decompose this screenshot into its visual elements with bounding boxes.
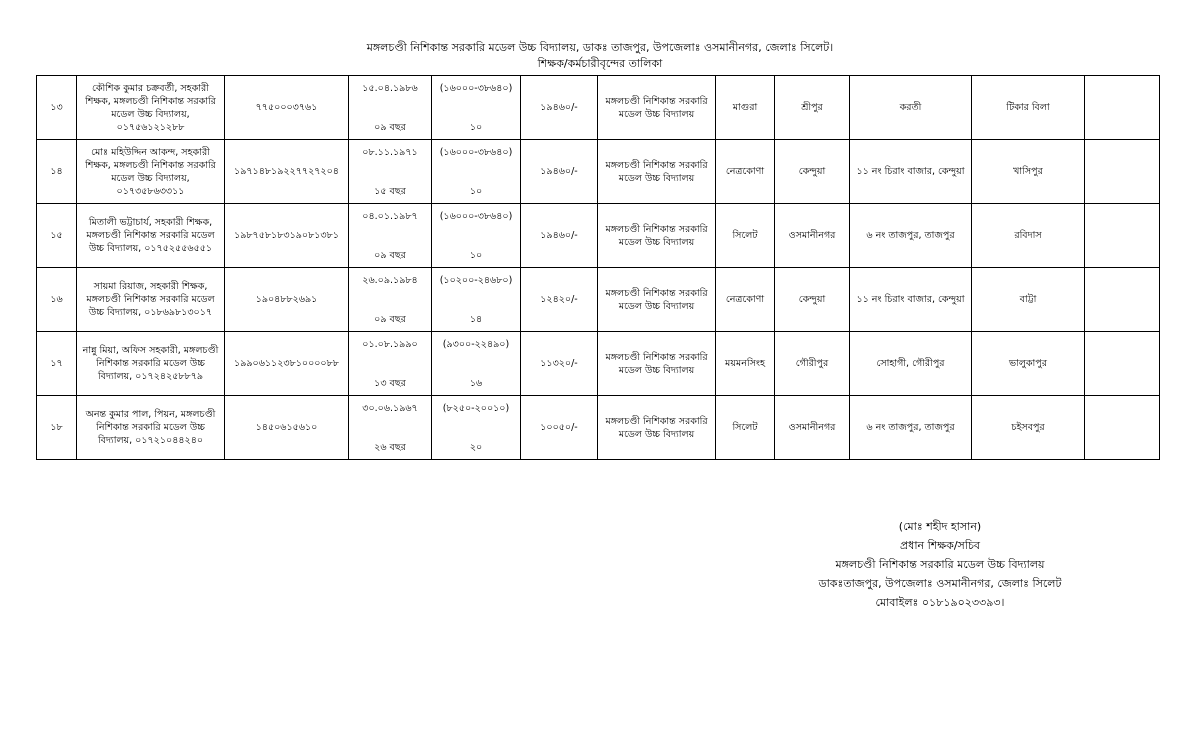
service-length: ০৯ বছর bbox=[374, 121, 406, 133]
signatory-name: (মোঃ শহীদ হাসান) bbox=[898, 520, 982, 533]
grade: ১০ bbox=[469, 185, 483, 197]
dob-cell bbox=[349, 204, 432, 268]
workplace-cell: মঙ্গলচণ্ডী নিশিকান্ত সরকারি মডেল উচ্চ বিদ্যালয় bbox=[598, 140, 716, 204]
union-cell: সোহাগী, গৌরীপুর bbox=[850, 332, 972, 396]
remarks-cell bbox=[1085, 268, 1160, 332]
grade: ১০ bbox=[469, 121, 483, 133]
table-row bbox=[37, 204, 1160, 268]
remarks-cell bbox=[1085, 76, 1160, 140]
dob-date: ০৪.০১.১৯৮৭ bbox=[362, 210, 418, 222]
service-length: ০৯ বছর bbox=[374, 249, 406, 261]
page-subtitle: শিক্ষক/কর্মচারীবৃন্দের তালিকা bbox=[537, 57, 663, 70]
signature-block bbox=[770, 517, 1110, 612]
nid-cell: ১৯৯০৬১১২৩৮১০০০০৮৮ bbox=[225, 332, 349, 396]
district-cell: সিলেট bbox=[716, 204, 775, 268]
dob-date: ০৮.১১.১৯৭১ bbox=[362, 146, 418, 158]
remarks-cell bbox=[1085, 332, 1160, 396]
scale-cell bbox=[432, 76, 521, 140]
village-cell: টিকার বিলা bbox=[972, 76, 1085, 140]
name-cell: সায়মা রিয়াজ, সহকারী শিক্ষক, মঙ্গলচণ্ডী নিশিকান্ত সরকারি মডেল উচ্চ বিদ্যালয়, ০১৮৬৯৮১৩০১৭ bbox=[77, 268, 225, 332]
scale-cell bbox=[432, 396, 521, 460]
table-row bbox=[37, 332, 1160, 396]
union-cell: ৬ নং তাজপুর, তাজপুর bbox=[850, 204, 972, 268]
union-cell: ১১ নং চিরাং বাজার, কেন্দুয়া bbox=[850, 140, 972, 204]
nid-cell: ১৯৮৭৫৮১৮৩১৯০৮১৩৮১ bbox=[225, 204, 349, 268]
scale-cell bbox=[432, 268, 521, 332]
nid-cell: ১৯০৪৮৮২৬৯১ bbox=[225, 268, 349, 332]
signatory-school: মঙ্গলচণ্ডী নিশিকান্ত সরকারি মডেল উচ্চ বিদ্যালয় bbox=[835, 558, 1045, 571]
pay-scale: (৯৩০০-২২৪৯০) bbox=[442, 338, 510, 350]
village-cell: রবিদাস bbox=[972, 204, 1085, 268]
village-cell: ভালুকাপুর bbox=[972, 332, 1085, 396]
upazila-cell: ওসমানীনগর bbox=[775, 396, 850, 460]
workplace-cell: মঙ্গলচণ্ডী নিশিকান্ত সরকারি মডেল উচ্চ বিদ্যালয় bbox=[598, 204, 716, 268]
serial-cell: ১৬ bbox=[37, 268, 77, 332]
district-cell: নেত্রকোণা bbox=[716, 268, 775, 332]
name-cell: নান্নু মিয়া, অফিস সহকারী, মঙ্গলচণ্ডী নিশিকান্ত সরকারি মডেল উচ্চ বিদ্যালয়, ০১৭২৪২৫৮৮৭৯ bbox=[77, 332, 225, 396]
dob-cell bbox=[349, 332, 432, 396]
dob-cell bbox=[349, 76, 432, 140]
serial-cell: ১৮ bbox=[37, 396, 77, 460]
serial-cell: ১৪ bbox=[37, 140, 77, 204]
union-cell: করতী bbox=[850, 76, 972, 140]
district-cell: মাগুরা bbox=[716, 76, 775, 140]
service-length: ০৯ বছর bbox=[374, 313, 406, 325]
district-cell: সিলেট bbox=[716, 396, 775, 460]
upazila-cell: কেন্দুয়া bbox=[775, 140, 850, 204]
salary-cell: ১১৩২০/- bbox=[521, 332, 598, 396]
grade: ১৪ bbox=[469, 313, 483, 325]
union-cell: ১১ নং চিরাং বাজার, কেন্দুয়া bbox=[850, 268, 972, 332]
table-row bbox=[37, 396, 1160, 460]
scale-cell bbox=[432, 332, 521, 396]
table-row bbox=[37, 140, 1160, 204]
district-cell: ময়মনসিংহ bbox=[716, 332, 775, 396]
staff-table-body bbox=[37, 76, 1160, 460]
remarks-cell bbox=[1085, 396, 1160, 460]
grade: ১০ bbox=[469, 249, 483, 261]
table-row bbox=[37, 76, 1160, 140]
grade: ১৬ bbox=[469, 377, 483, 389]
nid-cell: ৭৭৫০০০৩৭৬১ bbox=[225, 76, 349, 140]
upazila-cell: কেন্দুয়া bbox=[775, 268, 850, 332]
pay-scale: (১০২০০-২৪৬৮০) bbox=[439, 274, 513, 286]
dob-date: ০১.০৮.১৯৯০ bbox=[362, 338, 418, 350]
dob-cell bbox=[349, 268, 432, 332]
salary-cell: ১০০৫০/- bbox=[521, 396, 598, 460]
page-title: মঙ্গলচণ্ডী নিশিকান্ত সরকারি মডেল উচ্চ বিদ্যালয়, ডাকঃ তাজপুর, উপজেলাঃ ওসমানীনগর, জেলাঃ সিলেট। bbox=[366, 41, 834, 54]
service-length: ২৬ বছর bbox=[374, 441, 406, 453]
dob-cell bbox=[349, 140, 432, 204]
village-cell: খাসিপুর bbox=[972, 140, 1085, 204]
grade: ২০ bbox=[469, 441, 483, 453]
service-length: ১৫ বছর bbox=[374, 185, 406, 197]
pay-scale: (১৬০০০-৩৮৬৪০) bbox=[439, 82, 513, 94]
serial-cell: ১৩ bbox=[37, 76, 77, 140]
dob-cell bbox=[349, 396, 432, 460]
dob-date: ৩০.০৬.১৯৬৭ bbox=[362, 402, 418, 414]
pay-scale: (১৬০০০-৩৮৬৪০) bbox=[439, 146, 513, 158]
signatory-designation: প্রধান শিক্ষক/সচিব bbox=[899, 539, 981, 552]
workplace-cell: মঙ্গলচণ্ডী নিশিকান্ত সরকারি মডেল উচ্চ বিদ্যালয় bbox=[598, 332, 716, 396]
name-cell: মোঃ মহিউদ্দিন আকন্দ, সহকারী শিক্ষক, মঙ্গলচণ্ডী নিশিকান্ত সরকারি মডেল উচ্চ বিদ্যালয়, ০১৭৩৫৮৬৩৩১১ bbox=[77, 140, 225, 204]
table-row bbox=[37, 268, 1160, 332]
dob-date: ১৫.০৪.১৯৮৬ bbox=[362, 82, 418, 94]
signatory-mobile: মোবাইলঃ ০১৮১৯০২৩৩৯৩। bbox=[875, 596, 1005, 609]
scale-cell bbox=[432, 204, 521, 268]
salary-cell: ১৯৪৬০/- bbox=[521, 76, 598, 140]
serial-cell: ১৭ bbox=[37, 332, 77, 396]
district-cell: নেত্রকোণা bbox=[716, 140, 775, 204]
remarks-cell bbox=[1085, 140, 1160, 204]
salary-cell: ১৯৪৬০/- bbox=[521, 204, 598, 268]
workplace-cell: মঙ্গলচণ্ডী নিশিকান্ত সরকারি মডেল উচ্চ বিদ্যালয় bbox=[598, 268, 716, 332]
name-cell: অনন্ত কুমার পাল, পিয়ন, মঙ্গলচণ্ডী নিশিকান্ত সরকারি মডেল উচ্চ বিদ্যালয়, ০১৭২১০৪৪২৪০ bbox=[77, 396, 225, 460]
workplace-cell: মঙ্গলচণ্ডী নিশিকান্ত সরকারি মডেল উচ্চ বিদ্যালয় bbox=[598, 396, 716, 460]
village-cell: বাট্টা bbox=[972, 268, 1085, 332]
scale-cell bbox=[432, 140, 521, 204]
remarks-cell bbox=[1085, 204, 1160, 268]
union-cell: ৬ নং তাজপুর, তাজপুর bbox=[850, 396, 972, 460]
village-cell: চইসবপুর bbox=[972, 396, 1085, 460]
dob-date: ২৬.০৯.১৯৮৪ bbox=[362, 274, 418, 286]
pay-scale: (১৬০০০-৩৮৬৪০) bbox=[439, 210, 513, 222]
workplace-cell: মঙ্গলচণ্ডী নিশিকান্ত সরকারি মডেল উচ্চ বিদ্যালয় bbox=[598, 76, 716, 140]
name-cell: মিতালী ভট্টাচার্য, সহকারী শিক্ষক, মঙ্গলচণ্ডী নিশিকান্ত সরকারি মডেল উচ্চ বিদ্যালয়, ০১৭৫২৫৫৬৫৫১ bbox=[77, 204, 225, 268]
upazila-cell: ওসমানীনগর bbox=[775, 204, 850, 268]
service-length: ১৩ বছর bbox=[374, 377, 406, 389]
nid-cell: ১৪৫০৬১৫৬১০ bbox=[225, 396, 349, 460]
pay-scale: (৮২৫০-২০০১০) bbox=[442, 402, 510, 414]
serial-cell: ১৫ bbox=[37, 204, 77, 268]
upazila-cell: গৌরীপুর bbox=[775, 332, 850, 396]
staff-table bbox=[36, 75, 1160, 460]
page-header bbox=[0, 40, 1200, 71]
name-cell: কৌশিক কুমার চক্রবর্তী, সহকারী শিক্ষক, মঙ্গলচণ্ডী নিশিকান্ত সরকারি মডেল উচ্চ বিদ্যালয়, ০১৭৫৬১২১২৮৮ bbox=[77, 76, 225, 140]
nid-cell: ১৯৭১৪৮১৯২২৭৭২৭২০৪ bbox=[225, 140, 349, 204]
signatory-address: ডাকঃতাজপুর, উপজেলাঃ ওসমানীনগর, জেলাঃ সিলেট bbox=[818, 577, 1062, 590]
salary-cell: ১২৪২০/- bbox=[521, 268, 598, 332]
salary-cell: ১৯৪৬০/- bbox=[521, 140, 598, 204]
upazila-cell: শ্রীপুর bbox=[775, 76, 850, 140]
